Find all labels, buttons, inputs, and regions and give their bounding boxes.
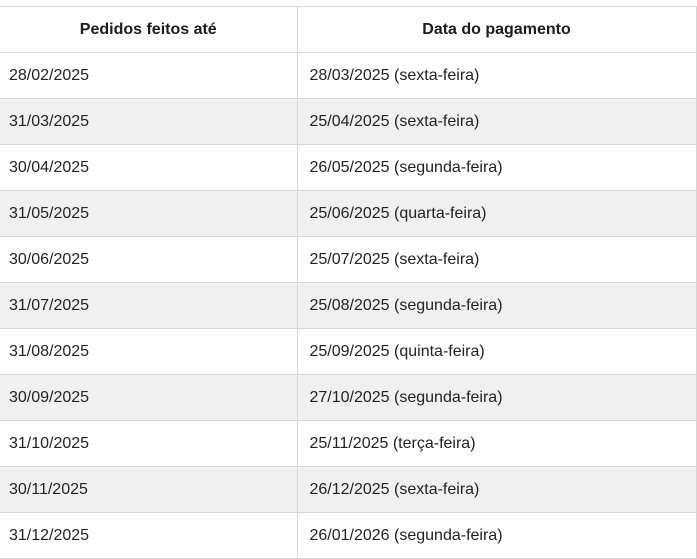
order-deadline-cell: 31/03/2025 <box>0 99 297 145</box>
table-row <box>0 283 696 329</box>
payment-date-cell: 25/07/2025 (sexta-feira) <box>297 237 696 283</box>
table-header-row <box>0 7 696 53</box>
order-deadline-cell: 30/09/2025 <box>0 375 297 421</box>
header-order-deadline: Pedidos feitos até <box>0 7 297 53</box>
payment-date-cell: 25/09/2025 (quinta-feira) <box>297 329 696 375</box>
order-deadline-cell: 31/10/2025 <box>0 421 297 467</box>
table-row <box>0 375 696 421</box>
payment-date-cell: 26/01/2026 (segunda-feira) <box>297 513 696 559</box>
table-row <box>0 237 696 283</box>
order-deadline-cell: 31/12/2025 <box>0 513 297 559</box>
table-row <box>0 467 696 513</box>
order-deadline-cell: 30/04/2025 <box>0 145 297 191</box>
table-row <box>0 53 696 99</box>
order-deadline-cell: 28/02/2025 <box>0 53 297 99</box>
order-deadline-cell: 30/06/2025 <box>0 237 297 283</box>
table-row <box>0 329 696 375</box>
payment-date-cell: 25/06/2025 (quarta-feira) <box>297 191 696 237</box>
payment-schedule-table <box>0 6 697 559</box>
payment-date-cell: 25/08/2025 (segunda-feira) <box>297 283 696 329</box>
order-deadline-cell: 31/05/2025 <box>0 191 297 237</box>
order-deadline-cell: 31/08/2025 <box>0 329 297 375</box>
payment-date-cell: 26/12/2025 (sexta-feira) <box>297 467 696 513</box>
payment-date-cell: 28/03/2025 (sexta-feira) <box>297 53 696 99</box>
payment-date-cell: 27/10/2025 (segunda-feira) <box>297 375 696 421</box>
table-row <box>0 191 696 237</box>
table-row <box>0 99 696 145</box>
payment-date-cell: 25/04/2025 (sexta-feira) <box>297 99 696 145</box>
order-deadline-cell: 30/11/2025 <box>0 467 297 513</box>
table-row <box>0 421 696 467</box>
header-payment-date: Data do pagamento <box>297 7 696 53</box>
payment-schedule-table-container <box>0 6 696 559</box>
payment-date-cell: 26/05/2025 (segunda-feira) <box>297 145 696 191</box>
table-row <box>0 145 696 191</box>
order-deadline-cell: 31/07/2025 <box>0 283 297 329</box>
payment-date-cell: 25/11/2025 (terça-feira) <box>297 421 696 467</box>
table-row <box>0 513 696 559</box>
